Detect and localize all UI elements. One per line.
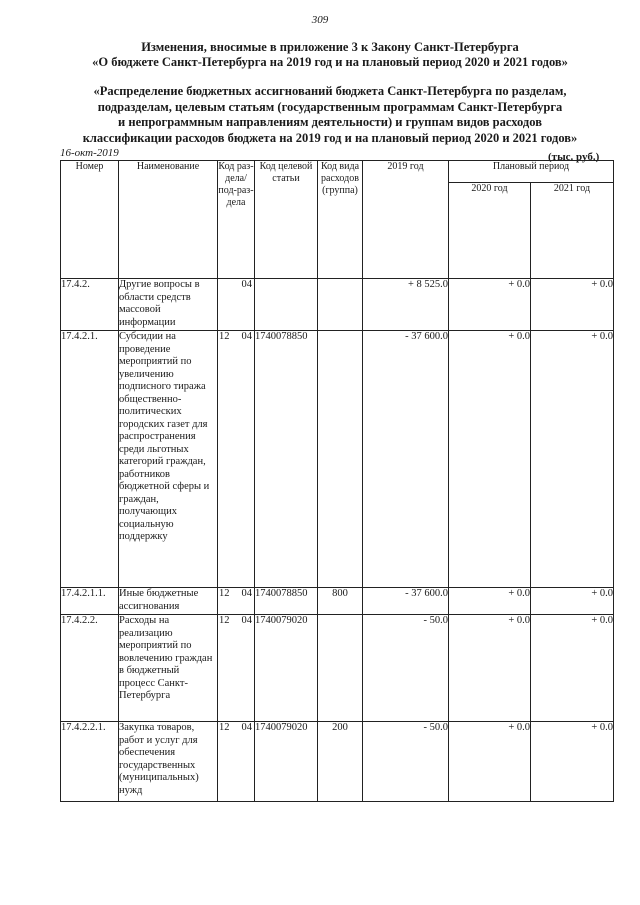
document-subtitle (30, 84, 630, 146)
budget-table (60, 160, 614, 802)
row-pr: 04 (241, 722, 252, 733)
row-pr: 04 (241, 331, 252, 342)
row-2019: - 50.0 (363, 722, 449, 802)
title-line: Изменения, вносимые в приложение 3 к Закону Санкт-Петербурга (141, 40, 519, 54)
row-vr (318, 279, 363, 331)
header-razdel: Код раз-дела/ под-раз-дела (218, 161, 255, 279)
row-rz: 12 (219, 588, 230, 599)
row-2020: + 0.0 (449, 279, 531, 331)
row-rz: 12 (219, 615, 230, 626)
header-period: Плановый период (449, 161, 614, 183)
row-pr: 04 (241, 615, 252, 626)
document-date: 16-окт-2019 (60, 147, 119, 159)
subtitle-line: «Распределение бюджетных ассигнований бюджета Санкт-Петербурга по разделам, (93, 84, 567, 98)
row-2020: + 0.0 (449, 615, 531, 722)
row-2019: - 37 600.0 (363, 588, 449, 615)
row-cs: 1740078850 (255, 331, 318, 588)
row-2021: + 0.0 (531, 722, 614, 802)
header-name: Наименование (119, 161, 218, 279)
header-2019: 2019 год (363, 161, 449, 279)
row-pr: 04 (241, 588, 252, 599)
row-vr: 800 (318, 588, 363, 615)
row-2020: + 0.0 (449, 588, 531, 615)
row-num: 17.4.2.1.1. (61, 588, 119, 615)
title-line: «О бюджете Санкт-Петербурга на 2019 год и на плановый период 2020 и 2021 годов» (92, 55, 568, 69)
subtitle-line: и непрограммным направлениям деятельности) и группам видов расходов (118, 115, 542, 129)
row-num: 17.4.2.2. (61, 615, 119, 722)
row-cs: 1740079020 (255, 722, 318, 802)
header-2021: 2021 год (531, 183, 614, 279)
row-razdel (218, 722, 255, 802)
row-rz: 12 (219, 331, 230, 342)
row-2020: + 0.0 (449, 331, 531, 588)
row-num: 17.4.2.1. (61, 331, 119, 588)
row-2019: - 37 600.0 (363, 331, 449, 588)
row-num: 17.4.2.2.1. (61, 722, 119, 802)
units-label: (тыс. руб.) (548, 151, 600, 163)
row-razdel (218, 331, 255, 588)
row-razdel (218, 588, 255, 615)
row-name: Расходы на реализацию мероприятий по вовлечению граждан в бюджетный процесс Санкт-Петербурга (119, 615, 218, 722)
table-row (61, 722, 614, 802)
row-vr (318, 615, 363, 722)
row-pr: 04 (241, 279, 252, 290)
row-name: Другие вопросы в области средств массовой информации (119, 279, 218, 331)
row-2020: + 0.0 (449, 722, 531, 802)
table-row (61, 279, 614, 331)
page-number: 309 (311, 14, 329, 26)
subtitle-line: подразделам, целевым статьям (государственным программам Санкт-Петербурга (97, 99, 563, 114)
row-vr: 200 (318, 722, 363, 802)
subtitle-line: классификации расходов бюджета на 2019 год и на плановый период 2020 и 2021 годов» (82, 130, 578, 145)
row-name: Субсидии на проведение мероприятий по увеличению подписного тиража общественно-политических городских газет для распространения среди льготных категорий граждан, работников бюджетной сферы и граждан, получающих социальную поддержку (119, 331, 218, 588)
row-razdel (218, 615, 255, 722)
table-row (61, 588, 614, 615)
row-name: Иные бюджетные ассигнования (119, 588, 218, 615)
row-cs (255, 279, 318, 331)
row-2021: + 0.0 (531, 331, 614, 588)
row-name: Закупка товаров, работ и услуг для обеспечения государственных (муниципальных) нужд (119, 722, 218, 802)
header-row (61, 161, 614, 183)
row-razdel (218, 279, 255, 331)
row-rz: 12 (219, 722, 230, 733)
row-cs: 1740078850 (255, 588, 318, 615)
table-row (61, 331, 614, 588)
header-vr: Код вида расходов (группа) (318, 161, 363, 279)
row-2021: + 0.0 (531, 615, 614, 722)
header-num: Номер (61, 161, 119, 279)
table-row (61, 615, 614, 722)
row-vr (318, 331, 363, 588)
row-num: 17.4.2. (61, 279, 119, 331)
header-cs: Код целевой статьи (255, 161, 318, 279)
header-2020: 2020 год (449, 183, 531, 279)
row-2021: + 0.0 (531, 279, 614, 331)
row-2021: + 0.0 (531, 588, 614, 615)
row-2019: + 8 525.0 (363, 279, 449, 331)
document-title (30, 40, 630, 70)
row-2019: - 50.0 (363, 615, 449, 722)
row-cs: 1740079020 (255, 615, 318, 722)
